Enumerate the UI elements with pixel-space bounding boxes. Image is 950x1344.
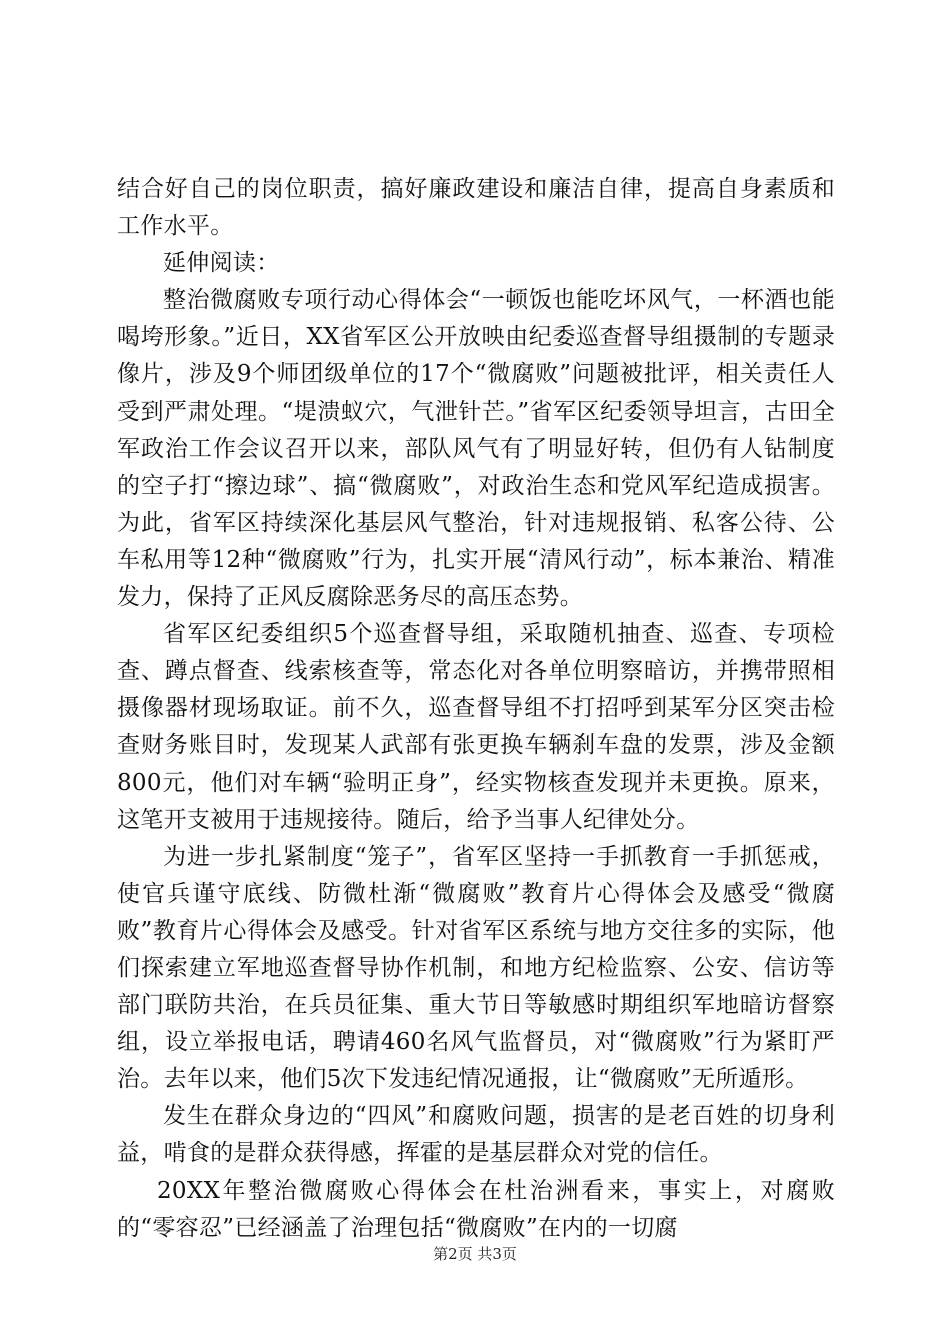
paragraph-7: 20XX年整治微腐败心得体会在杜治洲看来，事实上，对腐败的“零容忍”已经涵盖了治理包括“微腐败”在内的一切腐 xyxy=(117,1177,835,1241)
paragraph-1: 结合好自己的岗位职责，搞好廉政建设和廉洁自律，提高自身素质和工作水平。 xyxy=(117,176,835,240)
paragraph-3: 整治微腐败专项行动心得体会“一顿饭也能吃坏风气，一杯酒也能喝垮形象。”近日，XX省军区公开放映由纪委巡查督导组摄制的专题录像片，涉及9个师团级单位的17个“微腐败”问题被批评，相关责任人受到严肃处理。“堤溃蚁穴，气泄针芒。”省军区纪委领导坦言，古田全军政治工作会议召开以来，部队风气有了明显好转，但仍有人钻制度的空子打“擦边球”、搞“微腐败”，对政治生态和党风军纪造成损害。为此，省军区持续深化基层风气整治，针对违规报销、私客公待、公车私用等12种“微腐败”行为，扎实开展“清风行动”，标本兼治、精准发力，保持了正风反腐除恶务尽的高压态势。 xyxy=(117,287,835,611)
page-number-footer: 第2页 共3页 xyxy=(433,1245,517,1263)
paragraph-4: 省军区纪委组织5个巡查督导组，采取随机抽查、巡查、专项检查、蹲点督查、线索核查等，常态化对各单位明察暗访，并携带照相摄像器材现场取证。前不久，巡查督导组不打招呼到某军分区突击检查财务账目时，发现某人武部有张更换车辆刹车盘的发票，涉及金额800元，他们对车辆“验明正身”，经实物核查发现并未更换。原来，这笔开支被用于违规接待。随后，给予当事人纪律处分。 xyxy=(117,621,835,833)
document-body xyxy=(117,171,835,1247)
paragraph-6: 发生在群众身边的“四风”和腐败问题，损害的是老百姓的切身利益，啃食的是群众获得感，挥霍的是基层群众对党的信任。 xyxy=(117,1103,835,1167)
paragraph-5: 为进一步扎紧制度“笼子”，省军区坚持一手抓教育一手抓惩戒，使官兵谨守底线、防微杜渐“微腐败”教育片心得体会及感受“微腐败”教育片心得体会及感受。针对省军区系统与地方交往多的实际，他们探索建立军地巡查督导协作机制，和地方纪检监察、公安、信访等部门联防共治，在兵员征集、重大节日等敏感时期组织军地暗访督察组，设立举报电话，聘请460名风气监督员，对“微腐败”行为紧盯严治。去年以来，他们5次下发违纪情况通报，让“微腐败”无所遁形。 xyxy=(117,843,835,1093)
paragraph-extended-reading-label: 延伸阅读： xyxy=(163,250,280,277)
